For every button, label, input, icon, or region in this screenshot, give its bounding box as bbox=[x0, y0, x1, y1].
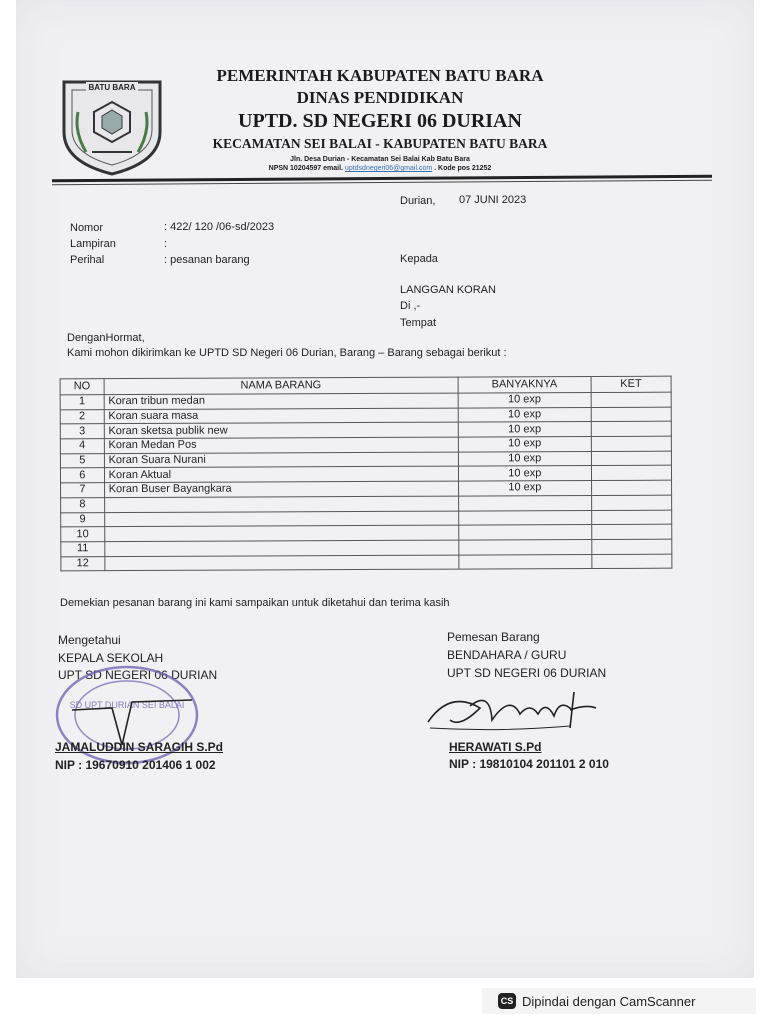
row-ket bbox=[591, 392, 671, 407]
letterhead bbox=[180, 64, 580, 172]
camscanner-text: Dipindai dengan CamScanner bbox=[522, 993, 696, 1009]
header-no: NO bbox=[60, 379, 104, 395]
row-nama-barang bbox=[104, 540, 458, 556]
header-nama-barang: NAMA BARANG bbox=[104, 377, 458, 395]
row-ket bbox=[591, 510, 671, 525]
closing-text: Demekian pesanan barang ini kami sampaikan untuk diketahui dan terima kasih bbox=[60, 597, 450, 609]
lampiran-value: : bbox=[164, 238, 168, 250]
date-value: 07 JUNI 2023 bbox=[459, 194, 527, 206]
row-no: 9 bbox=[61, 512, 105, 527]
perihal-label: Perihal bbox=[70, 254, 105, 266]
row-nama-barang: Koran Aktual bbox=[104, 467, 458, 483]
row-no: 4 bbox=[60, 439, 104, 454]
row-ket bbox=[591, 466, 671, 481]
row-ket bbox=[592, 524, 672, 539]
header-banyaknya: BANYAKNYA bbox=[458, 377, 591, 394]
row-ket bbox=[591, 436, 671, 451]
logo-text: BATU BARA bbox=[88, 83, 136, 92]
camscanner-icon: CS bbox=[498, 993, 516, 1009]
row-no: 2 bbox=[60, 409, 104, 424]
right-sig-name: HERAWATI S.Pd bbox=[449, 740, 542, 754]
recipient-name: LANGGAN KORAN bbox=[400, 284, 496, 296]
row-nama-barang: Koran suara masa bbox=[104, 408, 458, 424]
recipient-kepada: Kepada bbox=[400, 253, 438, 265]
recipient-di: Di ,- bbox=[400, 300, 421, 312]
left-sig-line1: Mengetahui bbox=[58, 633, 121, 647]
table-row bbox=[61, 554, 672, 571]
camscanner-footer bbox=[482, 988, 756, 1014]
row-nama-barang bbox=[104, 525, 458, 541]
order-table bbox=[60, 376, 673, 572]
row-ket bbox=[592, 539, 672, 554]
row-banyaknya: 10 exp bbox=[458, 437, 591, 452]
row-ket bbox=[591, 422, 671, 437]
stamp-text: SD UPT DURIAN SEI BALAI bbox=[69, 700, 185, 710]
row-banyaknya bbox=[459, 510, 592, 525]
row-nama-barang: Koran Buser Bayangkara bbox=[104, 481, 458, 497]
row-banyaknya bbox=[459, 525, 592, 540]
left-sig-nip: NIP : 19670910 201406 1 002 bbox=[55, 758, 216, 772]
letterhead-agency: DINAS PENDIDIKAN bbox=[296, 88, 464, 107]
right-sig-line2: BENDAHARA / GURU bbox=[447, 648, 567, 662]
row-banyaknya: 10 exp bbox=[458, 481, 591, 496]
row-nama-barang bbox=[104, 496, 458, 512]
row-nama-barang: Koran Suara Nurani bbox=[104, 452, 458, 468]
letterhead-district: KECAMATAN SEI BALAI - KABUPATEN BATU BARA bbox=[212, 136, 548, 151]
row-no: 1 bbox=[60, 395, 104, 410]
row-banyaknya bbox=[459, 539, 592, 554]
intro-text: Kami mohon dikirimkan ke UPTD SD Negeri 06 Durian, Barang – Barang sebagai berikut : bbox=[67, 347, 507, 359]
row-ket bbox=[591, 480, 671, 495]
row-no: 5 bbox=[60, 453, 104, 468]
row-nama-barang bbox=[104, 511, 458, 527]
letterhead-contact bbox=[180, 165, 580, 172]
row-nama-barang bbox=[104, 555, 458, 571]
nomor-label: Nomor bbox=[70, 222, 104, 234]
right-sig-line3: UPT SD NEGERI 06 DURIAN bbox=[447, 666, 607, 680]
letterhead-address: Jln. Desa Durian - Kecamatan Sei Balai Kab Batu Bara bbox=[290, 156, 470, 163]
letterhead-email: uptdsdnegeri06@gmail.com bbox=[344, 165, 433, 172]
right-sig-nip: NIP : 19810104 201101 2 010 bbox=[449, 757, 609, 771]
left-sig-line2: KEPALA SEKOLAH bbox=[58, 651, 164, 665]
greeting: DenganHormat, bbox=[67, 332, 145, 344]
date-place: Durian, bbox=[400, 195, 436, 207]
row-ket bbox=[591, 451, 671, 466]
row-ket bbox=[591, 495, 671, 510]
row-banyaknya: 10 exp bbox=[458, 407, 591, 422]
perihal-value: : pesanan barang bbox=[164, 254, 250, 266]
row-no: 12 bbox=[61, 556, 105, 571]
left-sig-name: JAMALUDDIN SARAGIH S.Pd bbox=[55, 740, 224, 754]
row-banyaknya: 10 exp bbox=[458, 422, 591, 437]
nomor-value: : 422/ 120 /06-sd/2023 bbox=[164, 221, 275, 233]
row-ket bbox=[592, 554, 672, 569]
letterhead-government: PEMERINTAH KABUPATEN BATU BARA bbox=[216, 66, 544, 85]
row-ket bbox=[591, 407, 671, 422]
header-ket: KET bbox=[591, 376, 671, 392]
regency-emblem-icon bbox=[56, 72, 168, 176]
row-banyaknya: 10 exp bbox=[458, 451, 591, 466]
row-no: 8 bbox=[61, 497, 105, 512]
row-banyaknya bbox=[459, 554, 592, 569]
row-nama-barang: Koran Medan Pos bbox=[104, 437, 458, 453]
right-sig-line1: Pemesan Barang bbox=[447, 630, 540, 644]
row-nama-barang: Koran sketsa publik new bbox=[104, 422, 458, 438]
row-no: 6 bbox=[60, 468, 104, 483]
row-banyaknya bbox=[458, 495, 591, 510]
letterhead-school: UPTD. SD NEGERI 06 DURIAN bbox=[238, 110, 522, 132]
row-no: 3 bbox=[60, 424, 104, 439]
letterhead-postcode: . Kode pos 21252 bbox=[434, 165, 492, 172]
lampiran-label: Lampiran bbox=[70, 238, 116, 250]
row-no: 11 bbox=[61, 542, 105, 557]
recipient-tempat: Tempat bbox=[400, 317, 437, 329]
left-sig-line3: UPT SD NEGERI 06 DURIAN bbox=[58, 668, 218, 682]
row-no: 7 bbox=[61, 483, 105, 498]
letterhead-npsn: NPSN 10204597 email. bbox=[268, 165, 343, 172]
row-banyaknya: 10 exp bbox=[458, 466, 591, 481]
row-no: 10 bbox=[61, 527, 105, 542]
row-nama-barang: Koran tribun medan bbox=[104, 393, 458, 409]
row-banyaknya: 10 exp bbox=[458, 393, 591, 408]
